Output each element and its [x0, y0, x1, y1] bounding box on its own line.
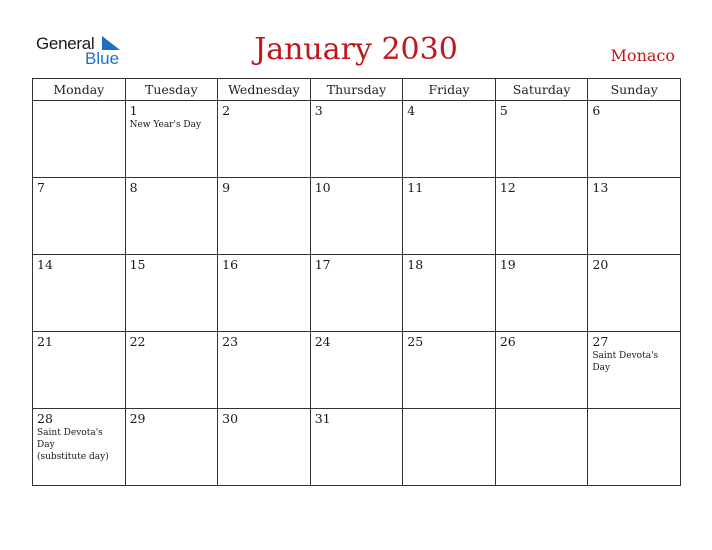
day-cell [33, 101, 126, 178]
day-number: 28 [37, 411, 53, 426]
day-number: 18 [407, 257, 424, 272]
day-number: 3 [314, 103, 323, 118]
day-number: 13 [592, 180, 609, 195]
week-row [33, 101, 681, 178]
day-cell [310, 178, 403, 255]
day-number: 23 [222, 334, 239, 349]
weekday-header-row [33, 79, 681, 101]
weekday-header: Sunday [588, 79, 681, 101]
day-cell [125, 101, 218, 178]
day-number: 4 [407, 103, 416, 118]
day-cell [588, 178, 681, 255]
day-cell [403, 255, 496, 332]
day-cell [310, 332, 403, 409]
weekday-header: Wednesday [218, 79, 311, 101]
day-number: 19 [499, 257, 516, 272]
weekday-header: Friday [403, 79, 496, 101]
day-cell [218, 255, 311, 332]
day-cell [403, 101, 496, 178]
day-cell [33, 178, 126, 255]
day-cell [588, 409, 681, 486]
day-cell [125, 255, 218, 332]
day-number: 16 [222, 257, 239, 272]
day-cell [495, 101, 588, 178]
day-number: 6 [592, 103, 601, 118]
logo-word-blue: Blue [85, 49, 120, 68]
day-number: 2 [222, 103, 231, 118]
week-row [33, 255, 681, 332]
day-cell [218, 178, 311, 255]
day-cell [588, 101, 681, 178]
day-number: 14 [37, 257, 53, 272]
day-number: 12 [499, 180, 516, 195]
weekday-header: Thursday [310, 79, 403, 101]
day-number: 30 [222, 411, 239, 426]
day-number: 20 [592, 257, 609, 272]
day-number: 27 [592, 334, 609, 349]
day-cell [403, 332, 496, 409]
day-number: 26 [499, 334, 516, 349]
day-cell [495, 332, 588, 409]
day-number: 15 [129, 257, 146, 272]
day-number: 25 [407, 334, 424, 349]
calendar-grid [32, 78, 681, 486]
day-number: 8 [129, 180, 138, 195]
day-cell [310, 409, 403, 486]
day-number: 29 [129, 411, 146, 426]
day-number: 21 [37, 334, 53, 349]
holiday-note: (substitute day) [37, 452, 109, 462]
day-cell [495, 255, 588, 332]
day-number: 31 [314, 411, 331, 426]
day-cell [403, 178, 496, 255]
weekday-header: Saturday [495, 79, 588, 101]
day-cell [33, 332, 126, 409]
day-number: 10 [314, 180, 331, 195]
day-number: 9 [222, 180, 231, 195]
day-number: 1 [129, 103, 138, 118]
day-cell [33, 255, 126, 332]
day-cell [125, 409, 218, 486]
weekday-header: Monday [33, 79, 126, 101]
country-label: Monaco [610, 46, 675, 65]
weekday-header: Tuesday [125, 79, 218, 101]
day-cell [310, 255, 403, 332]
holiday-label: Saint Devota's Day [592, 351, 659, 373]
day-cell [218, 332, 311, 409]
day-cell [33, 409, 126, 486]
day-cell [125, 178, 218, 255]
calendar-title: January 2030 [254, 32, 458, 67]
day-number: 17 [314, 257, 331, 272]
day-cell [495, 178, 588, 255]
holiday-label: New Year's Day [129, 120, 202, 130]
day-cell [218, 409, 311, 486]
day-number: 24 [314, 334, 331, 349]
day-cell [588, 332, 681, 409]
holiday-label: Saint Devota's Day [37, 428, 103, 450]
week-row [33, 332, 681, 409]
day-cell [218, 101, 311, 178]
day-cell [588, 255, 681, 332]
day-number: 22 [129, 334, 146, 349]
day-number: 11 [407, 180, 424, 195]
day-cell [310, 101, 403, 178]
week-row [33, 178, 681, 255]
day-cell [125, 332, 218, 409]
day-number: 7 [37, 180, 45, 195]
week-row [33, 409, 681, 486]
logo-word-general: General [36, 34, 95, 53]
day-cell [403, 409, 496, 486]
day-cell [495, 409, 588, 486]
day-number: 5 [499, 103, 508, 118]
